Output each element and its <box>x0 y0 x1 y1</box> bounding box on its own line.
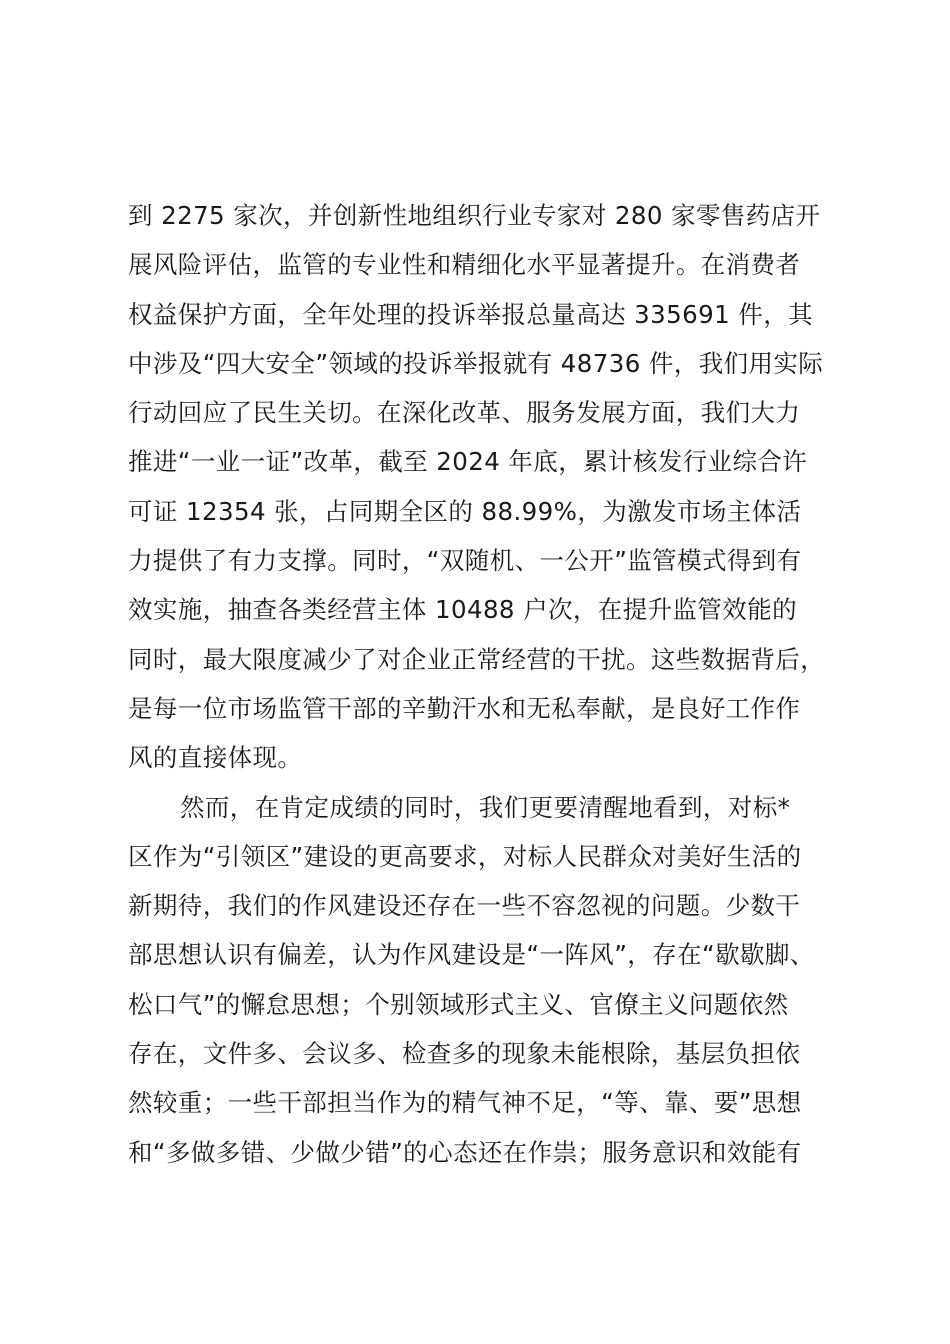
paragraph-problems <box>128 783 848 1177</box>
text-line: 存在，文件多、会议多、检查多的现象未能根除，基层负担依 <box>128 1039 801 1069</box>
text-line: 到 2275 家次，并创新性地组织行业专家对 280 家零售药店开 <box>128 201 821 230</box>
text-line: 部思想认识有偏差，认为作风建设是“一阵风”，存在“歇歇脚、 <box>128 940 815 970</box>
body-text <box>128 191 848 1177</box>
text-line: 推进“一业一证”改革，截至 2024 年底，累计核发行业综合许 <box>128 447 808 477</box>
text-line: 然较重；一些干部担当作为的精气神不足，“等、靠、要”思想 <box>128 1088 802 1118</box>
text-line: 是每一位市场监管干部的辛勤汗水和无私奉献，是良好工作作 <box>128 693 801 723</box>
text-line: 效实施，抽查各类经营主体 10488 户次，在提升监管效能的 <box>128 595 798 625</box>
text-line: 和“多做多错、少做少错”的心态还在作祟；服务意识和效能有 <box>128 1137 802 1167</box>
text-line-indented: 然而，在肯定成绩的同时，我们更要清醒地看到，对标* <box>180 792 791 822</box>
text-line: 新期待，我们的作风建设还存在一些不容忽视的问题。少数干 <box>128 891 801 921</box>
text-line: 区作为“引领区”建设的更高要求，对标人民群众对美好生活的 <box>128 841 802 871</box>
text-line: 松口气”的懈怠思想；个别领域形式主义、官僚主义问题依然 <box>128 989 789 1019</box>
text-line: 展风险评估，监管的专业性和精细化水平显著提升。在消费者 <box>128 250 801 280</box>
paragraph-continuation <box>128 191 848 783</box>
text-line: 风的直接体现。 <box>128 743 303 773</box>
text-line: 权益保护方面，全年处理的投诉举报总量高达 335691 件，其 <box>128 299 813 329</box>
text-line: 中涉及“四大安全”领域的投诉举报就有 48736 件，我们用实际 <box>128 348 824 378</box>
text-line: 同时，最大限度减少了对企业正常经营的干扰。这些数据背后， <box>128 644 826 674</box>
text-line: 力提供了有力支撑。同时，“双随机、一公开”监管模式得到有 <box>128 546 802 576</box>
text-line: 可证 12354 张，占同期全区的 88.99%，为激发市场主体活 <box>128 496 802 526</box>
text-line: 行动回应了民生关切。在深化改革、服务发展方面，我们大力 <box>128 398 801 428</box>
